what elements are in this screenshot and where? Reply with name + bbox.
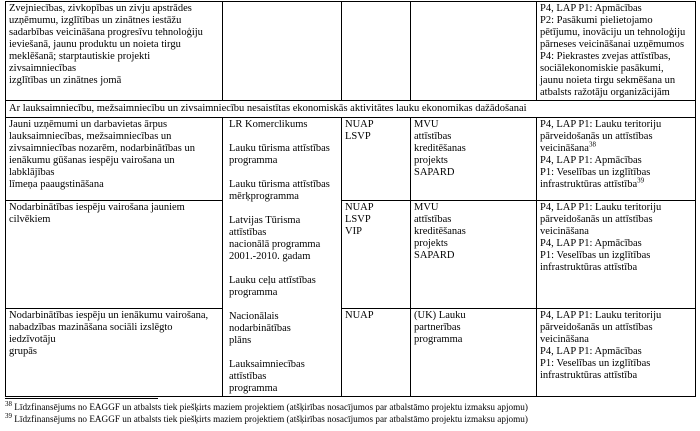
measures-table [5, 1, 696, 397]
table-row-poverty [6, 309, 696, 397]
table-row-fisheries [6, 2, 696, 101]
section-header-row [6, 101, 696, 118]
cell-activity: Nodarbinātības iespēju vairošana jauniem cilvēkiem [6, 201, 223, 309]
cell-programs: LR Komerclikums Lauku tūrisma attīstības programma Lauku tūrisma attīstības mērķprogramma Latvijas Tūrisma attīstības nacionālā programma 2001.-2010. gadam Lauku ceļu attīstības programma Nacionālais nodarbinātības plāns Lauksaimniecības attīstības programma [223, 118, 342, 397]
footnote-divider [5, 398, 158, 399]
table-row-youth [6, 201, 696, 309]
footnote-ref: 39 [637, 176, 645, 185]
cell-activity: Jauni uzņēmumi un darbavietas ārpus lauksaimniecības, mežsaimniecības un zivsaimniecības nozarēm, nodarbinātības un ienākumu gūšanas iespēju vairošana un labklājības līmeņa paaugstināšana [6, 118, 223, 201]
cell-project [411, 2, 537, 101]
footnote: $^{39}$ Līdzfinansējums no EAGGF un atbalsts tiek piešķirts maziem projektiem (atšķirības nosacījumos par atbalstāmo projektu izmaksu apjomu) [5, 411, 528, 424]
table-row-new-enterprises [6, 118, 696, 201]
cell-project: MVU attīstības kreditēšanas projekts SAPARD [411, 118, 537, 201]
cell-priority: P4, LAP P1: Apmācības P2: Pasākumi pielietojamo pētījumu, inovāciju un tehnoloģiju pārneses veicināšanai uzņēmumos P4: Piekrastes zvejas attīstības, sociālekonomiskie pasākumi, jaunu noieta tirgu sekmēšana un atbalsts ražotāju organizācijām [537, 2, 696, 101]
footnote: $^{38}$ Līdzfinansējums no EAGGF un atbalsts tiek piešķirts maziem projektiem (atšķirības nosacījumos par atbalstāmo projektu izmaksu apjomu) [5, 399, 528, 412]
cell-institution: NUAP [342, 309, 411, 397]
cell-priority: P4, LAP P1: Lauku teritoriju pārveidošanās un attīstības veicināšana$^{38}$ P4, LAP P1: Apmācības P1: Veselības un izglītības infrastruktūras attīstība$^{39}$ [537, 118, 696, 201]
cell-institution: NUAP LSVP [342, 118, 411, 201]
cell-institution: NUAP LSVP VIP [342, 201, 411, 309]
cell-institution [342, 2, 411, 101]
cell-priority: P4, LAP P1: Lauku teritoriju pārveidošanās un attīstības veicināšana P4, LAP P1: Apmācības P1: Veselības un izglītības infrastruktūras attīstība [537, 309, 696, 397]
section-header: Ar lauksaimniecību, mežsaimniecību un zivsaimniecību nesaistītas ekonomiskās aktivitātes lauku ekonomikas dažādošanai [6, 101, 696, 118]
footnotes [5, 401, 695, 425]
cell-activity: Zvejniecības, zivkopības un zivju apstrādes uzņēmumu, izglītības un zinātnes iestāžu sadarbības veicināšana progresīvu tehnoloģiju ieviešanā, jaunu produktu un noieta tirgu meklēšanā; starptautiskie projekti zivsaimniecības izglītības un zinātnes jomā [6, 2, 223, 101]
cell-activity: Nodarbinātības iespēju un ienākumu vairošana, nabadzības mazināšana sociāli izslēgto iedzīvotāju grupās [6, 309, 223, 397]
footnote-ref: 38 [588, 140, 596, 149]
cell-priority: P4, LAP P1: Lauku teritoriju pārveidošanās un attīstības veicināšana P4, LAP P1: Apmācības P1: Veselības un izglītības infrastruktūras attīstība [537, 201, 696, 309]
cell-program [223, 2, 342, 101]
cell-project: MVU attīstības kreditēšanas projekts SAPARD [411, 201, 537, 309]
cell-project: (UK) Lauku partnerības programma [411, 309, 537, 397]
